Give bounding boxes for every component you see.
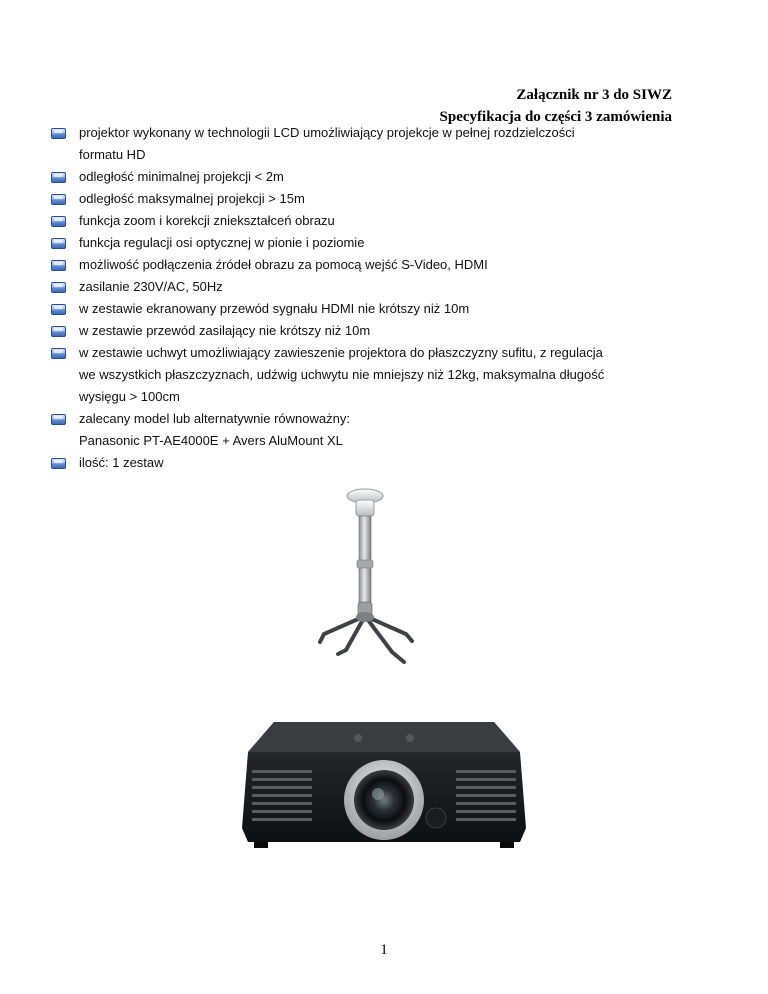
spec-text: Panasonic PT-AE4000E + Avers AluMount XL [79,433,343,448]
spec-text: odległość minimalnej projekcji < 2m [79,169,284,184]
bullet-icon [51,216,66,227]
bullet-icon [51,414,66,425]
bullet-icon [51,348,66,359]
spec-text: ilość: 1 zestaw [79,455,164,470]
bullet-icon [51,326,66,337]
bullet-icon [51,260,66,271]
bullet-icon [51,172,66,183]
projector-photo [238,718,530,850]
spec-text: projektor wykonany w technologii LCD umożliwiający projekcje w pełnej rozdzielczości [79,125,575,140]
bullet-icon [51,282,66,293]
bullet-icon [51,128,66,139]
bullet-icon [51,458,66,469]
spec-text: wysięgu > 100cm [79,389,180,404]
spec-text: funkcja regulacji osi optycznej w pionie i poziomie [79,235,365,250]
spec-text: w zestawie przewód zasilający nie krótszy niż 10m [79,323,371,338]
bullet-icon [51,194,66,205]
spec-text: możliwość podłączenia źródeł obrazu za pomocą wejść S-Video, HDMI [79,257,488,272]
page-number: 1 [380,942,388,958]
bullet-icon [51,238,66,249]
attachment-heading: Załącznik nr 3 do SIWZ [516,87,672,103]
spec-text: formatu HD [79,147,146,162]
spec-text: odległość maksymalnej projekcji > 15m [79,191,305,206]
spec-text: zasilanie 230V/AC, 50Hz [79,279,223,294]
bullet-icon [51,304,66,315]
spec-text: w zestawie uchwyt umożliwiający zawieszenie projektora do płaszczyzny sufitu, z regulacja [79,345,603,360]
specification-title: Specyfikacja do części 3 zamówienia [439,109,672,125]
spec-text: zalecany model lub alternatywnie równoważny: [79,411,350,426]
spec-text: w zestawie ekranowany przewód sygnału HDMI nie krótszy niż 10m [79,301,470,316]
ceiling-mount-photo [300,484,430,674]
spec-text: we wszystkich płaszczyznach, udźwig uchwytu nie mniejszy niż 12kg, maksymalna długość [79,367,605,382]
spec-text: funkcja zoom i korekcji zniekształceń obrazu [79,213,335,228]
